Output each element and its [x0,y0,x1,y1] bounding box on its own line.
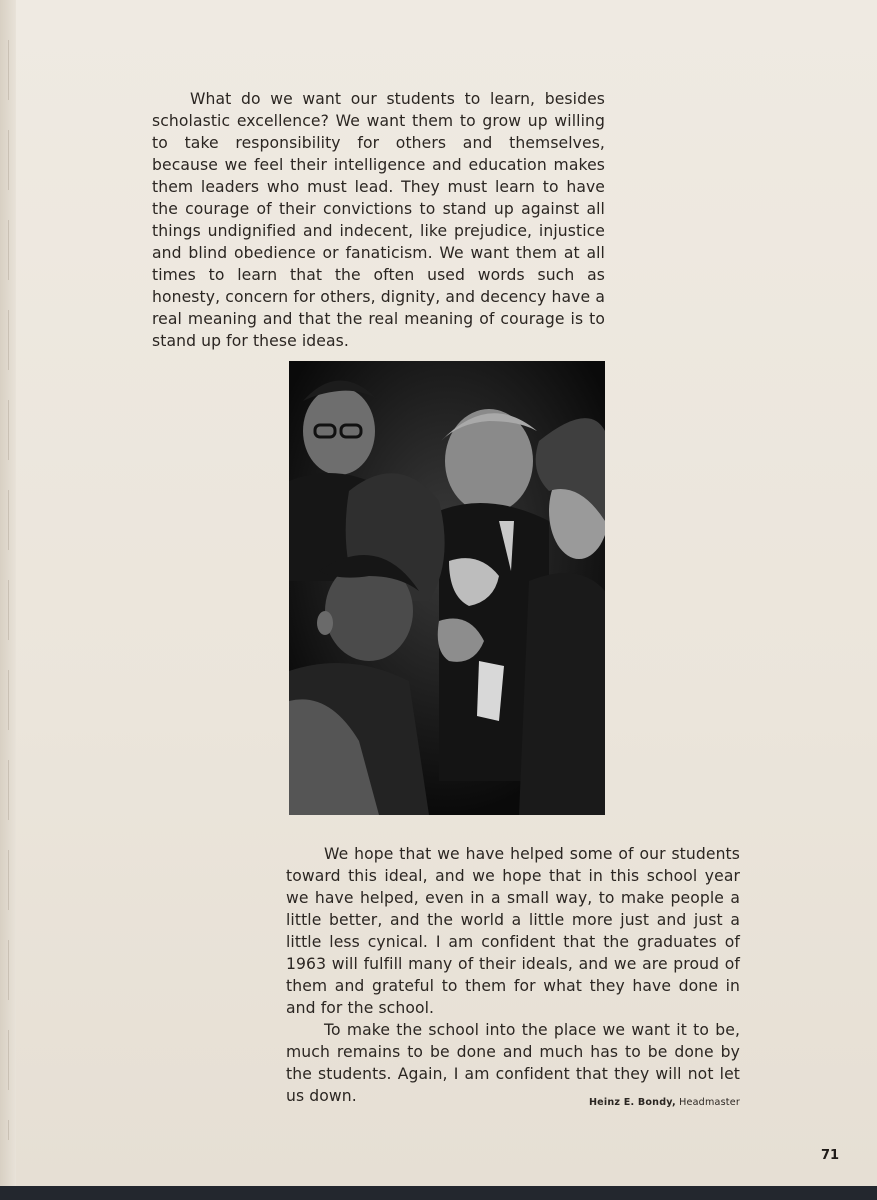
signature-name: Heinz E. Bondy, [588,1097,676,1108]
photo-students-crowd [289,361,605,815]
binding-line [8,40,9,1140]
page-number: 71 [821,1148,840,1163]
face-man [445,409,533,513]
text-block-top [152,88,605,352]
scan-bottom-edge [0,1186,877,1200]
photo-illustration [289,361,605,815]
page-spine [0,0,16,1186]
paragraph-bottom-1: We hope that we have helped some of our students toward this ideal, and we hope that in this school year we have helped, even in a small way, to make people a little better, and the world a little more just and just a little less cynical. I am confident that the graduates of 1963 will fulfill many of their ideals, and we are proud of them and grateful to them for what they have done in and for the school. [286,845,740,1017]
paragraph-top: What do we want our students to learn, besides scholastic excellence? We want them to grow up willing to take responsibility for others and themselves, because we feel their intelligence and education makes them leaders who must lead. They must learn to have the courage of their convictions to stand up against all things undignified and indecent, like prejudice, injustice and blind obedience or fanaticism. We want them at all times to learn that the often used words such as honesty, concern for others, dignity, and decency have a real meaning and that the real meaning of courage is to stand up for these ideas. [152,90,605,350]
signature-title: Headmaster [679,1097,740,1108]
text-block-bottom [286,843,740,1107]
signature [589,1097,740,1108]
paragraph-bottom-2: To make the school into the place we want it to be, much remains to be done and much has to be done by the students. Again, I am confident that they will not let us down. [286,1021,740,1105]
